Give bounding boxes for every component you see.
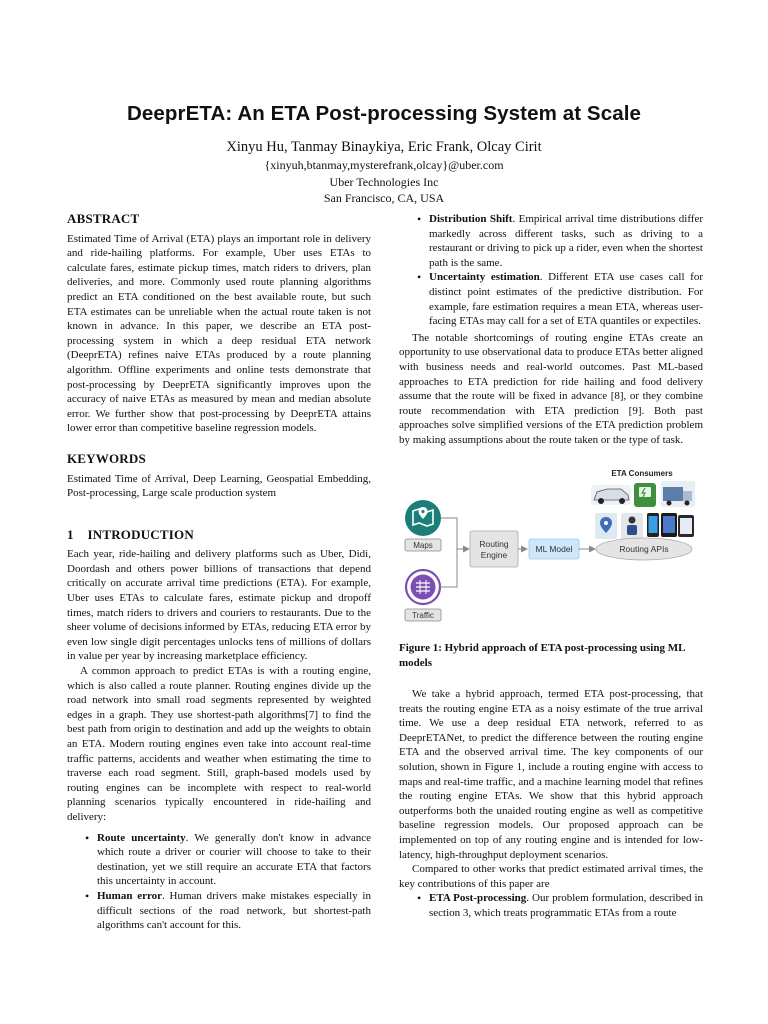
ev-charger-icon — [634, 483, 656, 507]
list-item — [399, 270, 703, 328]
right-column-bottom — [399, 687, 703, 921]
bullet-text: . Empirical arrival time distributions differ markedly across different tasks, such as driving to a restaurant or driving to pick up a rider, even when the shortest path is the same. — [429, 213, 703, 269]
maps-label: Maps — [413, 541, 433, 550]
intro-paragraph-2: A common approach to predict ETAs is with a routing engine, which is also called a route planner. Routing engines divide up the road network into small road segments represented by weighted edges in a graph. They use shortest-path algorithms[7] to find the best path from origin to destination and add up the weights to obtain an ETA. Modern routing engines even take into account real-time traffic patterns, accidents and weather when estimating the time to traverse each road segment. Still, graph-based models used by routing engines can be incomplete with respect to real-world planning scenarios typically encountered in ride-hailing and delivery: — [67, 665, 371, 823]
left-column — [67, 212, 371, 933]
abstract-text: Estimated Time of Arrival (ETA) plays an important role in delivery and ride-hailing platforms. For example, Uber uses ETAs to calculate fares, estimate pickup times, match riders to drivers, plan deliveries, and more. Commonly used route planning algorithms predict an ETA conditioned on the best available route, but such ETA estimates can be unreliable when the actual route taken is not known in advance. In this paper, we describe an ETA post-processing system in which a deep residual ETA network (DeeprETA) refines naive ETAs produced by a route planning algorithm. Offline experiments and online tests demonstrate that post-processing by DeeprETA significantly improves upon the accuracy of naive ETAs as measured by mean and median absolute error. We further show that post-processing by DeeprETA attains lower error than competitive baseline regression models. — [67, 232, 371, 435]
bullet-text: . We generally don't know in advance which route a driver or courier will choose to take to their destination, yet we still require an accurate ETA that factors this uncertainty in account. — [97, 831, 371, 888]
maps-connector — [441, 518, 469, 549]
phone-app-icon — [647, 513, 677, 537]
location: San Francisco, CA, USA — [323, 191, 445, 205]
bullet-text: . Our problem formulation, described in section 3, which treats programmatic ETAs from a route — [429, 892, 704, 919]
bullet-term: ETA Post-processing — [429, 892, 527, 905]
routing-apis-label: Routing APIs — [619, 544, 669, 554]
traffic-icon — [406, 570, 440, 604]
bullet-term: Route uncertainty — [97, 831, 186, 844]
delivery-person-icon — [621, 513, 643, 539]
list-item — [399, 891, 703, 920]
truck-icon — [661, 481, 695, 507]
right-bullet-list — [399, 212, 703, 329]
right-paragraph-1: The notable shortcomings of routing engine ETAs create an opportunity to use observational data to produce ETAs better aligned with business needs and real-world outcomes. Past ML-based approaches to ETA prediction for ride hailing and food delivery assume that the route will be fixed in advance [8], or they combine route recommendation with ETA prediction [9]. Both past approaches solve simplified versions of the ETA prediction problem by making assumptions about the route taken or the type of task. — [399, 331, 703, 446]
figure-1-caption: Figure 1: Hybrid approach of ETA post-processing using ML models — [399, 642, 685, 669]
right-paragraph-2: We take a hybrid approach, termed ETA post-processing, that treats the routing engine ETA as a noisy estimate of the true arrival time. We use a deep residual ETA network, referred to as DeeprETANet, to predict the difference between the routing engine ETA and the observed arrival time. The key components of our solution, shown in Figure 1, include a routing engine with access to maps and real-time traffic, and a machine learning model that refines the routing engine ETAs. We show that this hybrid approach outperforms both the unaided routing engine as well as competitive baseline regression models. Our proposed approach can be implemented on top of any routing engine and is intended for low-latency, high-throughput deployment scenarios. — [399, 688, 703, 861]
traffic-connector — [440, 549, 457, 587]
paper-title: DeeprETA: An ETA Post-processing System at Scale — [126, 102, 642, 125]
bullet-term: Uncertainty estimation — [429, 271, 540, 284]
bullet-term: Human error — [97, 889, 163, 902]
ml-model-label: ML Model — [535, 544, 573, 554]
contribution-list — [399, 891, 703, 920]
intro-heading: 1 INTRODUCTION — [67, 526, 194, 542]
routing-engine-line1: Routing — [479, 539, 509, 549]
figure-1-diagram — [399, 463, 709, 633]
author-emails: {xinyuh,btanmay,mysterefrank,olcay}@uber.com — [264, 158, 504, 172]
abstract-heading: ABSTRACT — [67, 211, 140, 226]
intro-bullet-list — [67, 831, 371, 933]
car-icon — [591, 485, 631, 505]
keywords-text: Estimated Time of Arrival, Deep Learning, Geospatial Embedding, Post-processing, Large scale production system — [67, 472, 371, 500]
tablet-icon — [678, 515, 694, 537]
keywords-heading: KEYWORDS — [67, 450, 146, 466]
affiliation: Uber Technologies Inc — [329, 175, 439, 189]
map-pin-icon — [595, 513, 617, 539]
traffic-label: Traffic — [412, 611, 434, 620]
right-paragraph-3: Compared to other works that predict estimated arrival times, the key contributions of this paper are — [399, 863, 703, 890]
list-item — [399, 212, 703, 270]
routing-engine-line2: Engine — [480, 550, 508, 560]
maps-icon — [405, 500, 441, 536]
bullet-text: . Human drivers make mistakes especially in difficult sections of the road network, but shortest-path algorithms can't account for this. — [97, 889, 371, 932]
bullet-term: Distribution Shift — [429, 213, 513, 225]
intro-paragraph-1: Each year, ride-hailing and delivery platforms such as Uber, Didi, Doordash and others power billions of transactions that depend critically on accurate arrival time predictions (ETA). For example, Uber uses ETAs to calculate fares, estimate pickup and dropoff times, match riders to drivers and couriers to restaurants. Due to the sheer volume of decisions informed by ETAs, reducing ETA error by even low single digit percentages unlocks tens of millions of dollars in value per year by increasing marketplace efficiency. — [67, 548, 371, 663]
right-column-top — [399, 212, 703, 448]
routing-engine-box — [470, 531, 518, 567]
bullet-text: . Different ETA use cases call for distinct point estimates of the predictive distribution. For example, fare estimation requires a mean ETA, whereas user-facing ETAs may call for a set of ETA quantiles or expectiles. — [429, 271, 703, 328]
list-item — [67, 831, 371, 889]
author-list: Xinyu Hu, Tanmay Binaykiya, Eric Frank, Olcay Cirit — [226, 139, 542, 155]
eta-consumers-label: ETA Consumers — [611, 469, 673, 478]
list-item — [67, 889, 371, 933]
